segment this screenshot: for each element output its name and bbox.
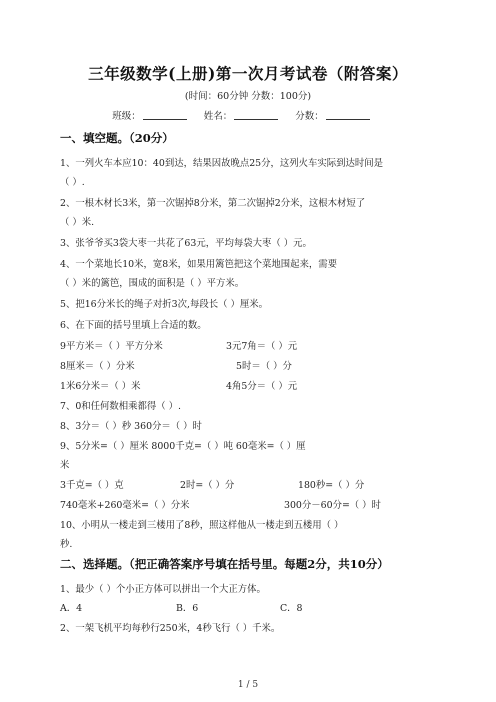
conversion-item: 3千克=（ ）克: [60, 480, 124, 491]
conversion-row: [60, 477, 364, 491]
question-line: 8、3分＝（ ）秒 360分＝（ ）时: [60, 421, 202, 432]
conversion-item: 2时=（ ）分: [180, 480, 235, 491]
question-line: 秒.: [60, 539, 73, 550]
section-2-heading: 二、选择题。（把正确答案序号填在括号里。每题2分，共10分）: [60, 557, 389, 571]
conversion-item: 180秒=（ ）分: [298, 480, 365, 491]
conversion-item: 740毫米+260毫米=（ ）分米: [60, 500, 190, 511]
question-line: 9、5分米=（ ）厘米 8000千克=（ ）吨 60毫米=（ ）厘: [60, 441, 306, 452]
conversion-item: 8厘米＝（ ）分米: [60, 361, 135, 372]
exam-time-score: (时间：60分钟 分数：100分): [184, 91, 312, 102]
question-line: （ ）米的篱笆，围成的面积是（ ）平方米。: [60, 278, 245, 289]
page-number: 1 / 5: [237, 680, 259, 690]
question-line: 2、一根木材长3米，第一次锯掉8分米，第二次锯掉2分米，这根木材短了: [60, 198, 366, 209]
conversion-item: 300分－60分=（ ）时: [284, 500, 381, 511]
question-line: 米: [60, 460, 70, 471]
class-blank: [143, 109, 187, 120]
conversion-item: 1米6分米＝（ ）米: [60, 381, 141, 392]
conversion-item: 9平方米＝（ ）平方分米: [60, 341, 163, 352]
score-blank: [326, 109, 370, 120]
score-label: 分数：: [295, 111, 324, 122]
conversion-row: [60, 497, 381, 511]
question-line: 10、小明从一楼走到三楼用了8秒，照这样他从一楼走到五楼用（ ）: [60, 520, 344, 531]
question-line: 4、一个菜地长10米，宽8米，如果用篱笆把这个菜地围起来，需要: [60, 259, 337, 270]
name-label: 姓名：: [203, 111, 233, 122]
option-b: B．6: [176, 603, 199, 614]
conversion-row: [60, 358, 292, 372]
question-line: （ ）米.: [60, 217, 95, 228]
conversion-row: [60, 338, 297, 352]
conversion-row: [60, 378, 297, 392]
question-line: 2、一架飞机平均每秒行250米，4秒飞行（ ）千米。: [60, 623, 281, 634]
question-line: 6、在下面的括号里填上合适的数。: [60, 320, 207, 331]
page-title: 三年级数学(上册)第一次月考试卷（附答案）: [88, 64, 408, 83]
question-line: 7、0和任何数相乘都得（ ）.: [60, 401, 182, 412]
question-line: 3、张爷爷买3袋大枣一共花了63元，平均每袋大枣（ ）元。: [60, 238, 312, 249]
class-label: 班级：: [112, 111, 141, 122]
question-line: 5、把16分米长的绳子对折3次,每段长（ ）厘米。: [60, 299, 268, 310]
question-line: 1、最少（ ）个小正方体可以拼出一个大正方体。: [60, 584, 266, 595]
question-line: （ ）.: [60, 177, 85, 188]
student-info-row: [0, 108, 496, 122]
conversion-item: 5时＝（ ）分: [236, 361, 292, 372]
option-c: C．8: [280, 603, 303, 614]
conversion-item: 4角5分＝（ ）元: [226, 381, 298, 392]
option-row: [60, 600, 303, 614]
name-blank: [234, 109, 278, 120]
conversion-item: 3元7角＝（ ）元: [226, 341, 298, 352]
question-line: 1、一列火车本应10：40到达，结果因故晚点25分，这列火车实际到达时间是: [60, 158, 384, 169]
option-a: A．4: [60, 603, 83, 614]
section-1-heading: 一、填空题。（20分）: [60, 131, 174, 145]
